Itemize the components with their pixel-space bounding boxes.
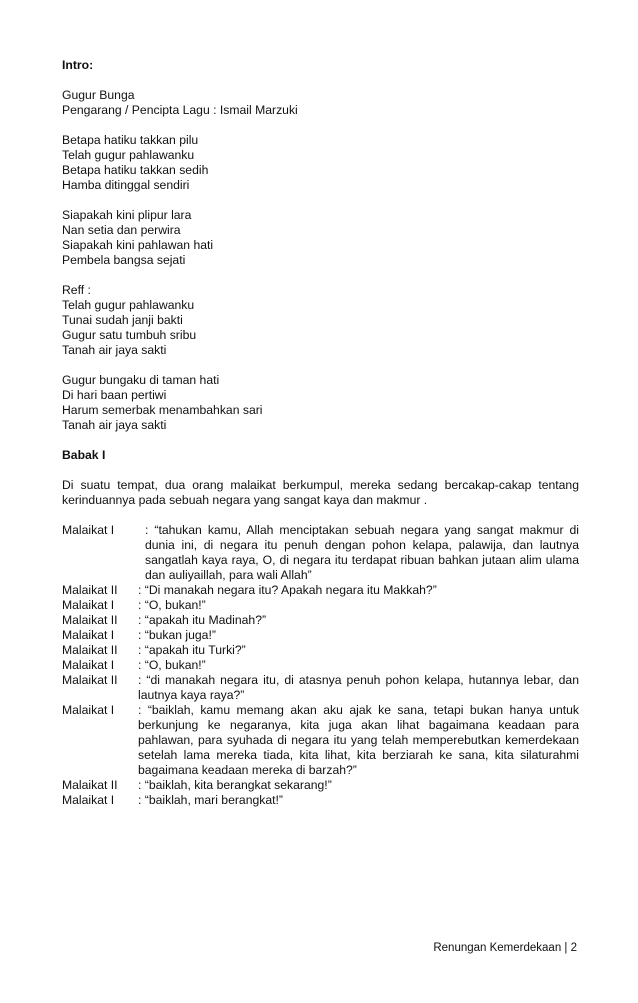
speaker-name: Malaikat I [62, 628, 115, 642]
page-content [62, 58, 579, 808]
lyrics-stanza-4 [62, 373, 579, 433]
song-title: Gugur Bunga [62, 88, 135, 102]
dialogue-text: : “baiklah, mari berangkat!” [138, 793, 283, 807]
speaker-name: Malaikat II [62, 613, 118, 627]
speaker-name: Malaikat I [62, 523, 115, 537]
speaker-name: Malaikat I [62, 598, 115, 612]
dialogue-row [62, 628, 579, 643]
dialogue-text: : “O, bukan!” [138, 658, 206, 672]
lyrics-stanza-refrain [62, 283, 579, 358]
lyric-line: Hamba ditinggal sendiri [62, 178, 190, 192]
dialogue-row [62, 583, 579, 598]
lyric-line: Betapa hatiku takkan sedih [62, 163, 209, 177]
dialogue-text: : “Di manakah negara itu? Apakah negara itu Makkah?” [138, 583, 437, 597]
lyric-line: Siapakah kini pahlawan hati [62, 238, 214, 252]
lyrics-stanza-1 [62, 133, 579, 193]
lyric-line: Tanah air jaya sakti [62, 418, 167, 432]
lyric-line: Harum semerbak menambahkan sari [62, 403, 263, 417]
dialogue-row [62, 598, 579, 613]
babak-heading: Babak I [62, 448, 106, 462]
lyric-line: Di hari baan pertiwi [62, 388, 167, 402]
speaker-name: Malaikat I [62, 703, 115, 717]
lyric-line: Nan setia dan perwira [62, 223, 181, 237]
dialogue-text: : “baiklah, kamu memang akan aku ajak ke sana, tetapi bukan hanya untuk berkunjung ke negaranya, kita juga akan lihat bagaimana keadaan para pahlawan, para syuhada di negara itu yang telah memperebutkan kemerdekaan setelah lama mereka tiada, kita lihat, kita berziarah ke sana, kita silaturahmi bagaimana keadaan mereka di barzah?” [138, 703, 579, 777]
lyric-line: Siapakah kini plipur lara [62, 208, 192, 222]
dialogue-row [62, 673, 579, 703]
dialogue-text: : “apakah itu Madinah?” [138, 613, 267, 627]
speaker-name: Malaikat II [62, 778, 118, 792]
dialogue-row [62, 703, 579, 778]
lyric-line: Telah gugur pahlawanku [62, 298, 195, 312]
dialogue-row [62, 778, 579, 793]
intro-heading: Intro: [62, 58, 94, 72]
speaker-name: Malaikat I [62, 793, 115, 807]
dialogue-list [62, 523, 579, 808]
lyric-line: Telah gugur pahlawanku [62, 148, 195, 162]
dialogue-text: : “baiklah, kita berangkat sekarang!” [138, 778, 332, 792]
dialogue-text: : “di manakah negara itu, di atasnya penuh pohon kelapa, hutannya lebar, dan lautnya kaya raya?” [138, 673, 579, 702]
speaker-name: Malaikat II [62, 583, 118, 597]
speaker-name: Malaikat II [62, 643, 118, 657]
lyric-line: Gugur satu tumbuh sribu [62, 328, 197, 342]
page-footer: Renungan Kemerdekaan | 2 [433, 942, 577, 954]
dialogue-text: : “tahukan kamu, Allah menciptakan sebuah negara yang sangat makmur di dunia ini, di negara itu penuh dengan pohon kelapa, palawija, dan lautnya sangatlah kaya raya, O, di negara itu terdapat ribuan bahkan jutaan alim ulama dan auliyaillah, para wali Allah” [145, 523, 579, 582]
dialogue-row [62, 523, 579, 583]
lyric-line: Tunai sudah janji bakti [62, 313, 183, 327]
dialogue-row [62, 643, 579, 658]
refrain-label: Reff : [62, 283, 91, 297]
speaker-name: Malaikat I [62, 658, 115, 672]
lyric-line: Tanah air jaya sakti [62, 343, 167, 357]
speaker-name: Malaikat II [62, 673, 118, 687]
lyrics-stanza-2 [62, 208, 579, 268]
lyric-line: Pembela bangsa sejati [62, 253, 186, 267]
lyric-line: Gugur bungaku di taman hati [62, 373, 220, 387]
scene-description: Di suatu tempat, dua orang malaikat berkumpul, mereka sedang bercakap-cakap tentang kerinduannya pada sebuah negara yang sangat kaya dan makmur . [62, 478, 579, 507]
dialogue-row [62, 793, 579, 808]
song-author: Pengarang / Pencipta Lagu : Ismail Marzuki [62, 103, 298, 117]
dialogue-text: : “bukan juga!” [138, 628, 216, 642]
dialogue-text: : “O, bukan!” [138, 598, 206, 612]
lyric-line: Betapa hatiku takkan pilu [62, 133, 199, 147]
dialogue-text: : “apakah itu Turki?” [138, 643, 246, 657]
dialogue-row [62, 613, 579, 628]
dialogue-row [62, 658, 579, 673]
song-info [62, 88, 579, 118]
